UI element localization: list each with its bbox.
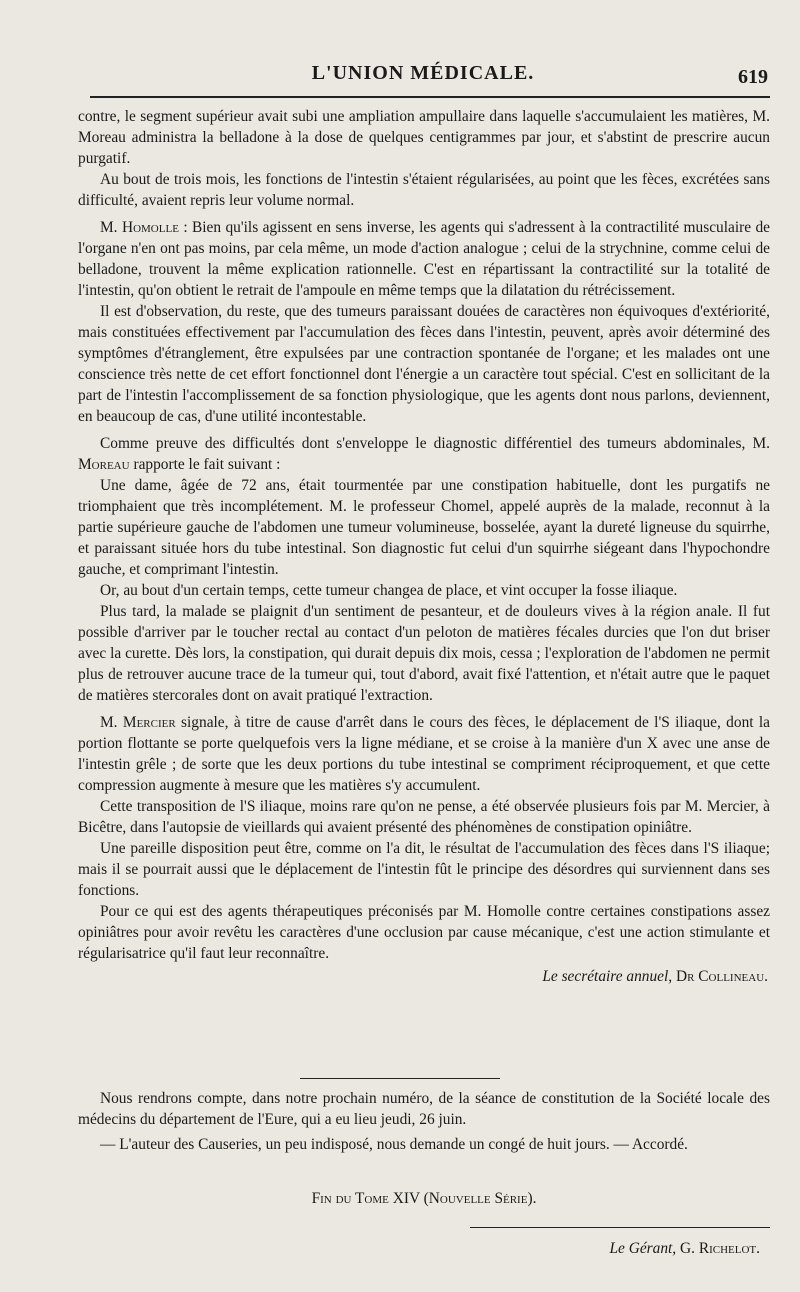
paragraph: Pour ce qui est des agents thérapeutiques préconisés par M. Homolle contre certaines constipations assez opiniâtres pour avoir revêtu les caractères d'une occlusion par cause mécanique, c'est une action stimulante et régularisatrice qu'il faut leur reconnaître. [78,903,770,962]
page-header [78,62,768,94]
end-of-volume [78,1190,770,1208]
speaker-prefix: M. [100,714,118,731]
paragraph: Une pareille disposition peut être, comme on l'a dit, le résultat de l'accumulation des fèces dans l'S iliaque; mais il se pourrait aussi que le déplacement de l'intestin fût le principe des désordres qui surviennent dans ses fonctions. [78,840,770,899]
note: Nous rendrons compte, dans notre prochain numéro, de la séance de constitution de la Société locale des médecins du département de l'Eure, qui a eu lieu jeudi, 26 juin. [78,1090,770,1128]
page-number: 619 [738,66,768,88]
paragraph-text: rapporte le fait suivant : [133,456,281,473]
signature-role: Le secrétaire annuel, [542,968,673,985]
speaker-name: Homolle : [121,219,188,236]
paragraph-text: Bien qu'ils agissent en sens inverse, les agents qui s'adressent à la contractilité musculaire de l'organe n'en ont pas moins, par cela même, un mode d'action analogue ; celui de la strychnine, comme celui de belladone, trouvent la même explication rationnelle. C'est en répartissant la contractilité sur la totalité de l'intestin, qu'on obtient le retrait de l'ampoule en même temps que la dilatation du rétrécissement. [78,219,770,299]
gerant-name: G. Richelot. [680,1240,760,1257]
end-of-volume-text: Fin du Tome XIV (Nouvelle Série). [311,1190,537,1207]
paragraph: Il est d'observation, du reste, que des tumeurs paraissant douées de caractères non équivoques d'extériorité, mais constituées effectivement par l'accumulation des fèces dans l'intestin, peuvent, après avoir déterminé des symptômes d'étranglement, être expulsées par une contraction spontanée de l'organe; et les malades ont une conscience très nette de cet effort fonctionnel dont l'énergie a un caractère tout spécial. C'est en sollicitant de la part de l'intestin l'accomplissement de sa fonction physiologique, que les agents dont nous parlons, deviennent, en beaucoup de cas, d'une utilité incontestable. [78,303,770,425]
paragraph: Cette transposition de l'S iliaque, moins rare qu'on ne pense, a été observée plusieurs fois par M. Mercier, à Bicêtre, dans l'autopsie de vieillards qui avaient présenté des phénomènes de constipation opiniâtre. [78,798,770,836]
signature [78,966,770,987]
header-rule [90,96,770,98]
paragraph [78,217,770,301]
paragraph-text: Comme preuve des difficultés dont s'enveloppe le diagnostic différentiel des tumeurs abdominales, [100,435,746,452]
section-divider [300,1078,500,1079]
footer-rule [470,1227,770,1228]
paragraph [78,433,770,475]
speaker-name: Mercier [122,714,176,731]
gerant-label: Le Gérant, [609,1240,677,1257]
paragraph: contre, le segment supérieur avait subi une ampliation ampullaire dans laquelle s'accumulaient les matières, M. Moreau administra la belladone à la dose de quelques centigrammes par jour, et s'abstint de prescrire aucun purgatif. [78,108,770,167]
paragraph-text: signale, à titre de cause d'arrêt dans le cours des fèces, le déplacement de l'S iliaque, dont la portion flottante se porte quelquefois vers la ligne médiane, et se croise à la manière d'un X avec une anse de l'intestin grêle ; de sorte que les deux portions du tube intestinal se compriment réciproquement, et que cette compression augmente à mesure que les matières s'y accumulent. [78,714,770,794]
signature-name: Dr Collineau. [675,968,768,985]
article-body [78,106,770,987]
paragraph [78,712,770,796]
speaker-prefix: M. [752,435,770,452]
paragraph: Plus tard, la malade se plaignit d'un sentiment de pesanteur, et de douleurs vives à la région anale. Il fut possible d'arriver par le toucher rectal au contact d'un peloton de matières fécales durcies que l'on dut briser avec la curette. Dès lors, la constipation, qui durait depuis dix mois, cessa ; l'exploration de l'abdomen ne permit plus de retrouver aucune trace de la tumeur qui, tout d'abord, avait fixé l'attention, et n'était autre que le paquet de matières stercorales dont on avait pratiqué l'extraction. [78,603,770,704]
editorial-notes [78,1088,770,1159]
speaker-prefix: M. [100,219,118,236]
gerant-line [609,1240,760,1258]
note: — L'auteur des Causeries, un peu indisposé, nous demande un congé de huit jours. — Accordé. [100,1136,688,1153]
speaker-name: Moreau [78,456,130,473]
running-title: L'UNION MÉDICALE. [311,62,535,84]
paragraph: Or, au bout d'un certain temps, cette tumeur changea de place, et vint occuper la fosse iliaque. [100,582,678,599]
paragraph: Au bout de trois mois, les fonctions de l'intestin s'étaient régularisées, au point que les fèces, excrétées sans difficulté, avaient repris leur volume normal. [78,171,770,209]
paragraph: Une dame, âgée de 72 ans, était tourmentée par une constipation habituelle, dont les purgatifs ne triomphaient que très incomplétement. M. le professeur Chomel, appelé auprès de la malade, reconnut à la partie supérieure gauche de l'abdomen une tumeur volumineuse, bosselée, ayant la dureté ligneuse du squirrhe, et paraissant située hors du tube intestinal. Son diagnostic fut celui d'un squirrhe siégeant dans l'hypochondre gauche, et comprimant l'intestin. [78,477,770,578]
